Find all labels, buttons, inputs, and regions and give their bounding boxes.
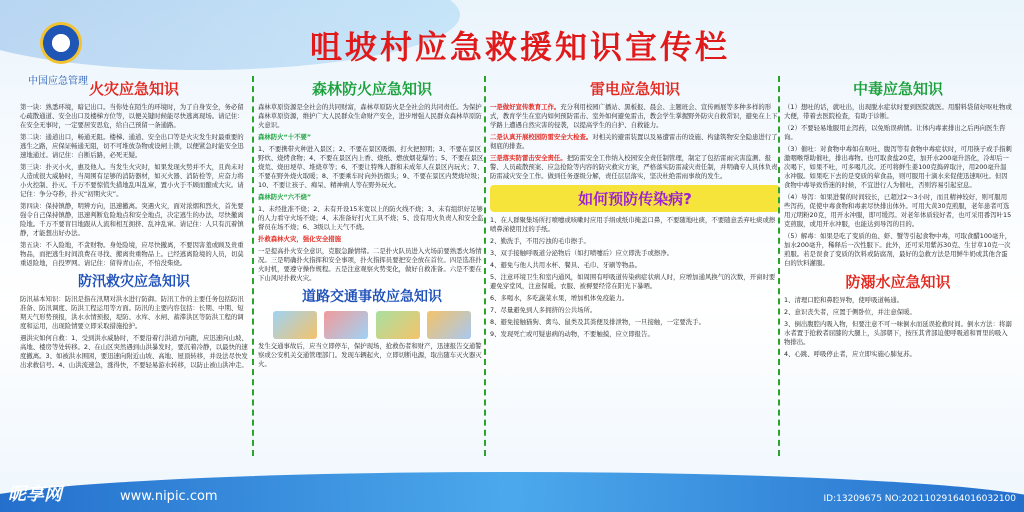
poison-title: 中毒应急知识	[852, 80, 943, 98]
emergency-management-emblem-icon	[40, 22, 82, 64]
drowning-item: 1、清理口腔和鼻腔异物，使呼吸道畅通。	[784, 296, 904, 304]
poison-item: （1）想吐的话，就吐出，出现脱水症状时要到医院就医。用腊料袋留好呕吐物或大便，带着去医院检查，有助于诊断。	[784, 103, 1012, 120]
infection-title: 如何预防传染病?	[490, 185, 780, 212]
thunder-point-3-head: 三是落实防雷击安全责任。	[490, 154, 567, 162]
infection-item: 8、避免接触猫狗、禽鸟、鼠类及其粪便及排泄物，一旦接触，一定要洗手。	[490, 318, 705, 326]
poison-item: （2）不要轻易地服用止泻药，以免贻误病情。让体内毒素排出之后再向医生咨询。	[784, 124, 1006, 141]
thunder-point-1-head: 一是做好宣传教育工作。	[490, 103, 561, 111]
fire-tip-1: 第一诀：熟悉环境，暗记出口。当你处在陌生的环境时，为了自身安全，务必留心疏散通道、安全出口及楼梯方位等，以便关键时候能尽快逃离现场。请记住：在安全无事时，一定要居安思危，给自己预留一条通路。	[20, 103, 244, 129]
traffic-illustrations	[258, 310, 486, 340]
flood-title: 防汛救灾应急知识	[78, 274, 190, 290]
traffic-illustration-image	[273, 311, 317, 339]
watermark-brand: 昵享网	[8, 484, 62, 505]
forest-intro: 森林草原资源是全社会的共同财富，森林草原防火是全社会的共同责任。为保护森林草原资源，维护广大人民群众生命财产安全，进步增强人民群众森林草原防火意识。	[258, 103, 482, 129]
infection-item: 1、在人群聚集场所打喷嚏或咳嗽时应用手绢或纸巾掩盖口鼻，不要随地吐痰，不要随意丢弃吐痰或擦喷鼻涕使用过的手纸。	[490, 216, 776, 233]
column-poison-drowning	[778, 76, 1012, 456]
traffic-illustration-image	[324, 311, 368, 339]
forest-subtitle-ten: 森林防火“十不要”	[258, 133, 312, 141]
flood-text-2: 遇洪灾如何自救：1、受到洪水威胁时，不要沿着行洪道方向跑，应迅速向山坡、高地、楼房等处转移。2、在山区突然遇到山洪暴发时，要沉着冷静，以最快的速度撤离。3、如被洪水围困，要迅速向附近山坡、高地、屋顶转移，并设法尽快发出求救信号。4、山洪流速急，涨得快，不要轻易游水转移，以防止被山洪冲走。	[20, 334, 248, 369]
fire-title: 火灾应急知识	[88, 80, 179, 98]
infection-item: 6、多喝水，多吃蔬菜水果，增加机体免疫能力。	[490, 294, 629, 302]
fire-tip-5: 第五诀：不入险地，不贪财物。身处险境，应尽快撤离，不要因害羞或顾及贵重物品，而把逃生时间浪费在寻找、搬离贵重物品上。已经逃离险境的人员，切莫重返险地，自投罗网。请记住：留得青山在，不怕没柴烧。	[20, 241, 244, 267]
poison-item: （4）导泻：如果进餐的时间较长，已超过2～3小时，而且精神较好，则可服用些泻药，促使中毒食物和毒素尽快排出体外。可用大黄30克煎服，老年患者可选用元明粉20克，用开水冲服，即可缓泻。对老年体质较好者，也可采用番泻叶15克煎服，或用开水冲服，也能达到导泻的目的。	[784, 193, 1012, 228]
drowning-item: 4、心跳、呼吸停止者，应立即实施心肺复苏。	[784, 350, 916, 358]
traffic-text: 发生交通事故后，应当立即停车，保护现场，抢救伤者和财产，迅速报告交通警察或公安机关交通管理部门。发现车辆起火，立即切断电源，取出随车灭火器灭火。	[258, 342, 482, 368]
column-thunder-infection	[484, 76, 780, 456]
drowning-item: 3、倒出腹腔内吸入物，但要注意不可一味倒水而延误抢救时间。倒水方法：将溺水者置于抢救者屈膝的大腿上，头部朝下，按压其背部迫使呼吸道和胃里的吸入物排出。	[784, 320, 1012, 346]
column-fire-flood	[20, 76, 248, 456]
infection-item: 5、注意环境卫生和室内通风，如周围有呼吸道传染病症状病人时，应增加通风换气的次数，开窗时要避免穿堂风，注意保暖。衣服、被褥要经常在阳光下暴晒。	[490, 273, 776, 290]
forest-six-rules: 1、未经批准不烧；2、未有开设15米宽以上的防火线不烧；3、未有组织好足够的人力看守火场不烧；4、未准备好打火工具不烧；5、没有用火负责人和安全监督员在场不烧；6、3级以上天气不烧。	[258, 205, 484, 231]
thunder-point-2-head: 二是认真开展校园防雷安全大检查。	[490, 133, 593, 141]
thunder-title: 雷电应急知识	[589, 80, 680, 98]
drowning-title: 防溺水应急知识	[845, 273, 951, 291]
traffic-title: 道路交通事故应急知识	[302, 289, 442, 305]
infection-item: 4、避免与他人共用水杯、餐具、毛巾、牙刷等物品。	[490, 261, 642, 269]
page-title: 咀坡村应急救援知识宣传栏	[309, 28, 730, 66]
org-name: 中国应急管理	[28, 76, 88, 87]
infection-item: 7、尽量避免到人多拥挤的公共场所。	[490, 306, 597, 314]
forest-subtitle-six: 森林防火“六不烧”	[258, 193, 312, 201]
fire-tip-3: 第三诀：扑灭小火，惠及他人。当发生火灾时，如果发现火势并不大，且尚未对人造成很大威胁时，当周围有足够的消防器材，如灭火器、消防栓等，应奋力将小火控制、扑灭。千万不要惊慌失措地乱叫乱窜，置小火于不顾而酿成大灾。请记住：争分夺秒，扑灭“初期火灾”。	[20, 163, 244, 198]
traffic-illustration-image	[427, 311, 471, 339]
watermark-id: ID:13209675 NO:20211029164016032100	[823, 494, 1016, 504]
column-forest-traffic	[252, 76, 486, 456]
drowning-item: 2、意识丧失者，应置于侧卧位，并注意保暖。	[784, 308, 916, 316]
thunder-point-2: 对相关的避雷装置以及易遭雷击的设施、构建筑物安全隐患进行了彻底的排查。	[490, 133, 778, 150]
infection-item: 3、双手接触呼吸道分泌物后（如打喷嚏后）应立即洗手或擦净。	[490, 249, 674, 257]
infection-item: 9、发现死亡或可疑患病的动物，不要触摸，应立即报告。	[490, 330, 654, 338]
traffic-illustration-image	[376, 311, 420, 339]
thunder-point-1: 充分利用校园广播站、黑板报、晨会、主题班会、宣传画展等多种多样的形式，教育学生在室内如何预防雷击、室外如何避免雷击，教会学生掌握野外防灾自救常识，避免在上下学路上遭遇自然灾害的侵袭，以提高学生的自护、自救能力。	[490, 103, 778, 129]
poison-item: （5）解毒：如果是吃了变质的鱼、虾、蟹等引起食物中毒，可取食醋100毫升，加水200毫升，稀释后一次性服下。此外，还可采用紫苏30克、生甘草10克一次煎服。若是误食了变质的饮料或防腐剂，最好的急救方法是用鲜牛奶或其他含蛋白的饮料灌服。	[784, 232, 1012, 267]
forest-ten-rules: 1、不要携带火种进入景区；2、不要在景区吸烟、打火把照明；3、不要在景区野炊、烧烤食物；4、不要在景区内上香、烧纸、燃放烟花爆竹；5、不要在景区烧荒、烧田埂草、堆烧草等；6、不要让特殊人群和未成年人在景区内玩火；7、不要在野外烧火取暖；8、不要乘车时向外扔烟头；9、不要在景区内焚烧垃圾；10、不要让孩子、痴呆、精神病人等在野外玩火。	[258, 145, 484, 189]
forest-subtitle-safety: 扑救森林火灾，强化安全措施	[258, 235, 342, 243]
forest-title: 森林防火应急知识	[311, 80, 432, 98]
flood-text-1: 防汛基本知识：防汛是指在汛期对洪水进行防御。防汛工作的主要任务包括防汛准备、防汛调度、防洪工程运用等方面。防汛的主要内容包括：长期、中期、短期天气形势预报，洪水水情预报，堤防、水库、水闸、蓄滞洪区等防洪工程的调度和运用，出现险情要立即采取措施抢护。	[20, 295, 244, 330]
infection-item: 2、勤洗手，不用污浊的毛巾擦手。	[490, 237, 590, 245]
thunder-point-3: 把防雷安全工作纳入校园安全责任制管理，制定了包括雷雨灾害监测、报警、人员疏散预案、应急抢险等内容的防灾救灾方案，严格落实防雷减灾责任制，并明确专人具体负责防雷减灾安全工作。做到任务逐级分解，责任层层落实，坚决杜绝雷雨事故的发生。	[490, 154, 778, 180]
poison-item: （3）催吐：对食物中毒如在呕吐、腹泻等有食物中毒症状时，可用筷子或手指刺激咽喉帮助催吐，排出毒物。也可取食盐20克，加开水200毫升溶化，冷却后一次喝下，如果不吐，可多喝几次。还可将鲜生姜100克捣碎取汁，用200毫升温水冲服。如果吃下去的是变质的荤食品，则可服用十滴水来促使迅速呕吐。但因食物中毒导致昏迷的时候，不宜进行人为催吐，否则容易引起窒息。	[784, 145, 1012, 189]
forest-safety-text: 一是提高扑火安全意识，克服急躁情绪。二是扑火队员进入火场前要熟悉火场情况。三是明确扑火指挥和安全事项，扑火指挥员要把安全放在首位。四是选准扑火时机，要遵守操作规程。五是注意观察火势变化，做好自救准备。六是不要在下山风时扑救火灾。	[258, 247, 482, 282]
watermark-url: www.nipic.com	[120, 489, 218, 504]
fire-tip-4: 第四诀：保持镇静，明辨方向，迅速撤离。突遇火灾，面对浓烟和烈火，首先要强令自己保持镇静，迅速判断危险地点和安全地点，决定逃生的办法，尽快撤离险地。千万不要盲目地跟从人流和相互拥挤、乱冲乱窜。请记住：人只有沉着镇静，才能想出好办法。	[20, 202, 244, 237]
fire-tip-2: 第二诀：通道出口，畅通无阻。楼梯、通道、安全出口等是火灾发生时最重要的逃生之路，应保证畅通无阻，切不可堆放杂物或设闸上锁，以便紧急时能安全迅速地通过。请记住：自断后路，必死无疑。	[20, 133, 244, 159]
